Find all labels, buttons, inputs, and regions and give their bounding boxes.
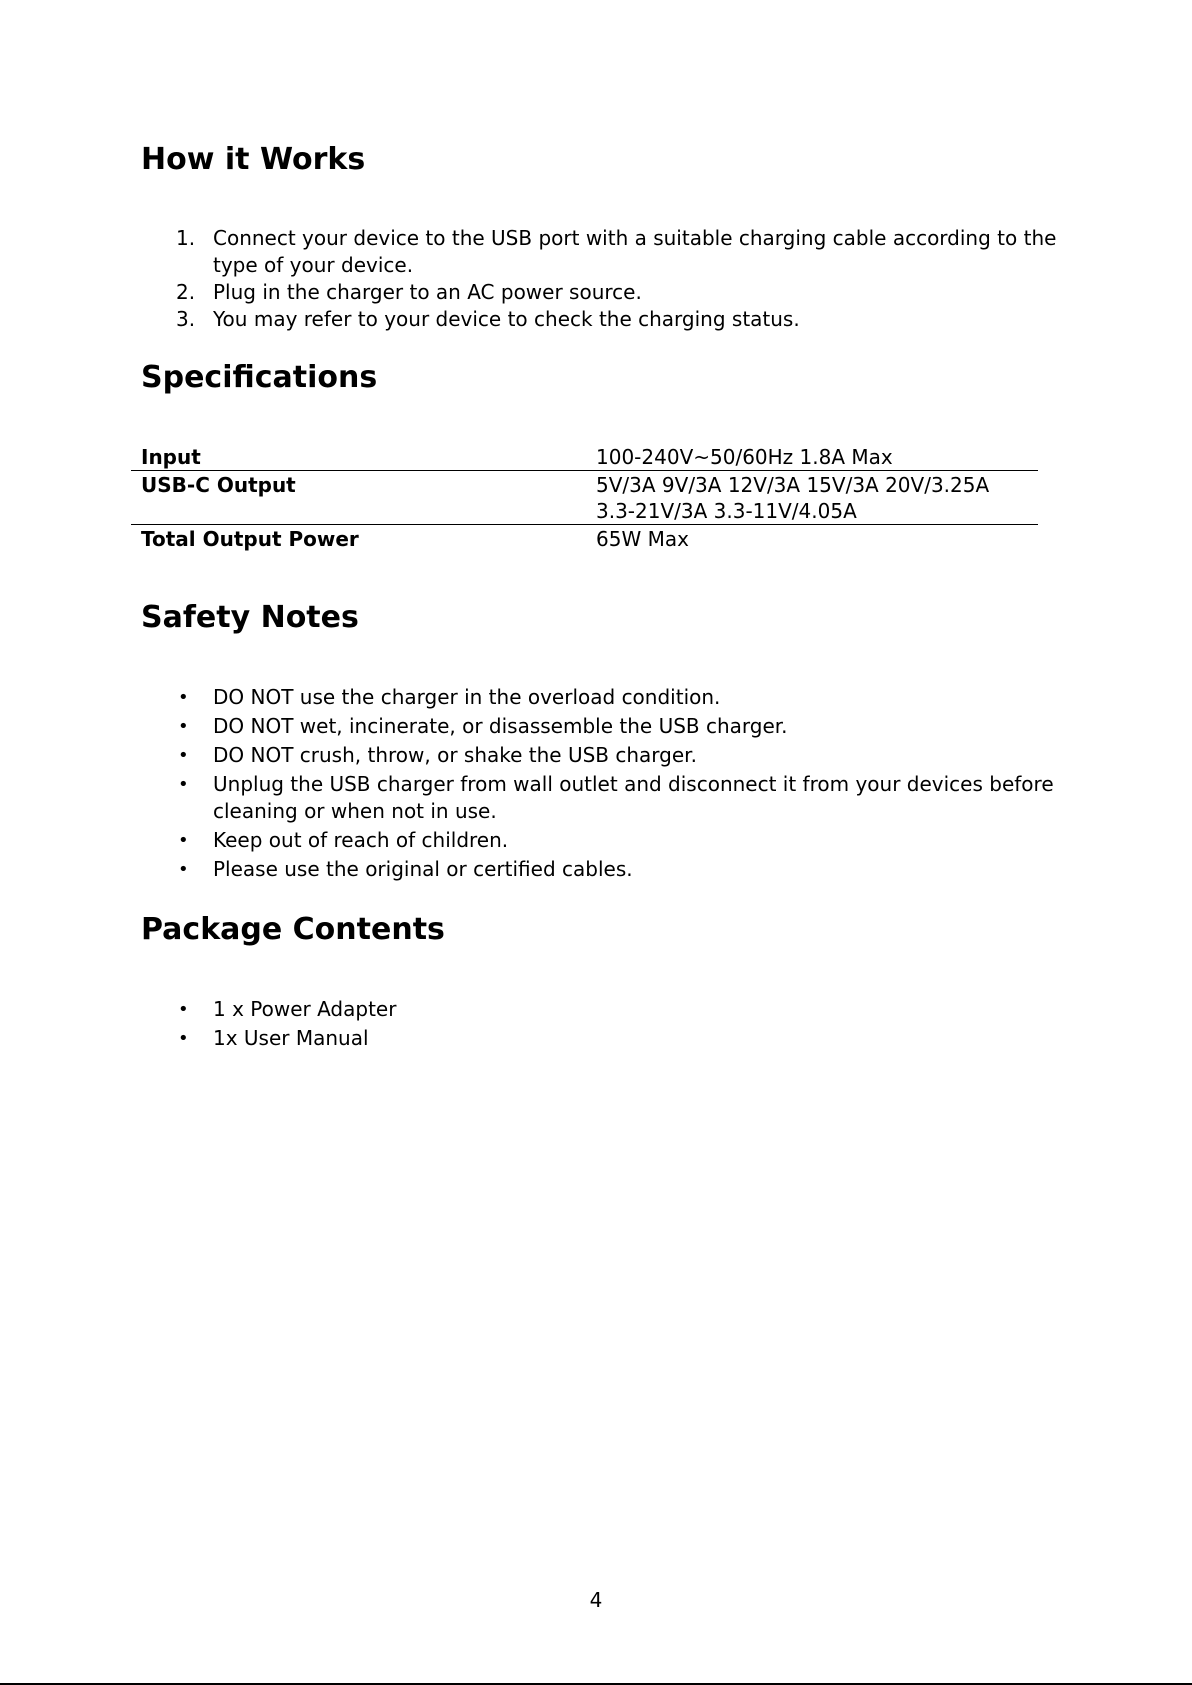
spec-value-line-2: 3.3-21V/3A 3.3-11V/4.05A: [596, 499, 857, 523]
list-item-text: Please use the original or certified cables.: [213, 857, 633, 881]
spec-key: Input: [131, 443, 586, 471]
heading-package-contents: Package Contents: [141, 912, 445, 947]
page-number: 4: [589, 1588, 603, 1612]
list-marker: 2.: [176, 280, 196, 304]
bullet-icon: •: [178, 687, 189, 708]
list-item-text: Plug in the charger to an AC power source.: [213, 280, 642, 304]
specifications-table: [131, 443, 1038, 552]
list-item: [0, 684, 1063, 711]
bullet-icon: •: [178, 1028, 189, 1049]
list-item-text: Connect your device to the USB port with a suitable charging cable according to the type of your device.: [213, 226, 1057, 277]
list-item-text: DO NOT crush, throw, or shake the USB charger.: [213, 743, 697, 767]
list-item: [0, 742, 1063, 769]
list-item: [0, 279, 1063, 306]
table-row: [131, 525, 1038, 553]
heading-safety-notes: Safety Notes: [141, 600, 359, 635]
bullet-icon: •: [178, 774, 189, 795]
table-row: [131, 471, 1038, 525]
list-item: [0, 827, 1063, 854]
bullet-icon: •: [178, 859, 189, 880]
spec-value: 5V/3A 9V/3A 12V/3A 15V/3A 20V/3.25A: [596, 473, 990, 497]
package-contents-list: [0, 996, 1063, 1054]
spec-value: 100-240V~50/60Hz 1.8A Max: [586, 443, 1038, 471]
list-item-text: Keep out of reach of children.: [213, 828, 509, 852]
list-item-text: You may refer to your device to check the charging status.: [213, 307, 800, 331]
heading-how-it-works: How it Works: [141, 142, 366, 177]
list-item: [0, 771, 1063, 825]
list-item: [0, 856, 1063, 883]
bullet-icon: •: [178, 745, 189, 766]
heading-specifications: Specifications: [141, 360, 378, 395]
list-marker: 1.: [176, 226, 196, 250]
bullet-icon: •: [178, 830, 189, 851]
spec-key: USB-C Output: [131, 471, 586, 525]
list-marker: 3.: [176, 307, 196, 331]
list-item-text: DO NOT use the charger in the overload condition.: [213, 685, 721, 709]
list-item-text: 1 x Power Adapter: [213, 997, 397, 1021]
list-item-text: DO NOT wet, incinerate, or disassemble the USB charger.: [213, 714, 788, 738]
list-item: [0, 306, 1063, 333]
list-item: [0, 1025, 1063, 1052]
spec-value: 65W Max: [596, 527, 689, 551]
list-item-text: Unplug the USB charger from wall outlet and disconnect it from your devices before cleaning or when not in use.: [213, 772, 1054, 823]
table-row: [131, 443, 1038, 471]
spec-value-cell: [586, 471, 1038, 525]
list-item: [0, 225, 1063, 279]
safety-notes-list: [0, 684, 1063, 885]
list-item: [0, 713, 1063, 740]
spec-key: Total Output Power: [141, 527, 359, 551]
how-it-works-steps: [0, 225, 1063, 333]
list-item-text: 1x User Manual: [213, 1026, 369, 1050]
bullet-icon: •: [178, 716, 189, 737]
bullet-icon: •: [178, 999, 189, 1020]
list-item: [0, 996, 1063, 1023]
